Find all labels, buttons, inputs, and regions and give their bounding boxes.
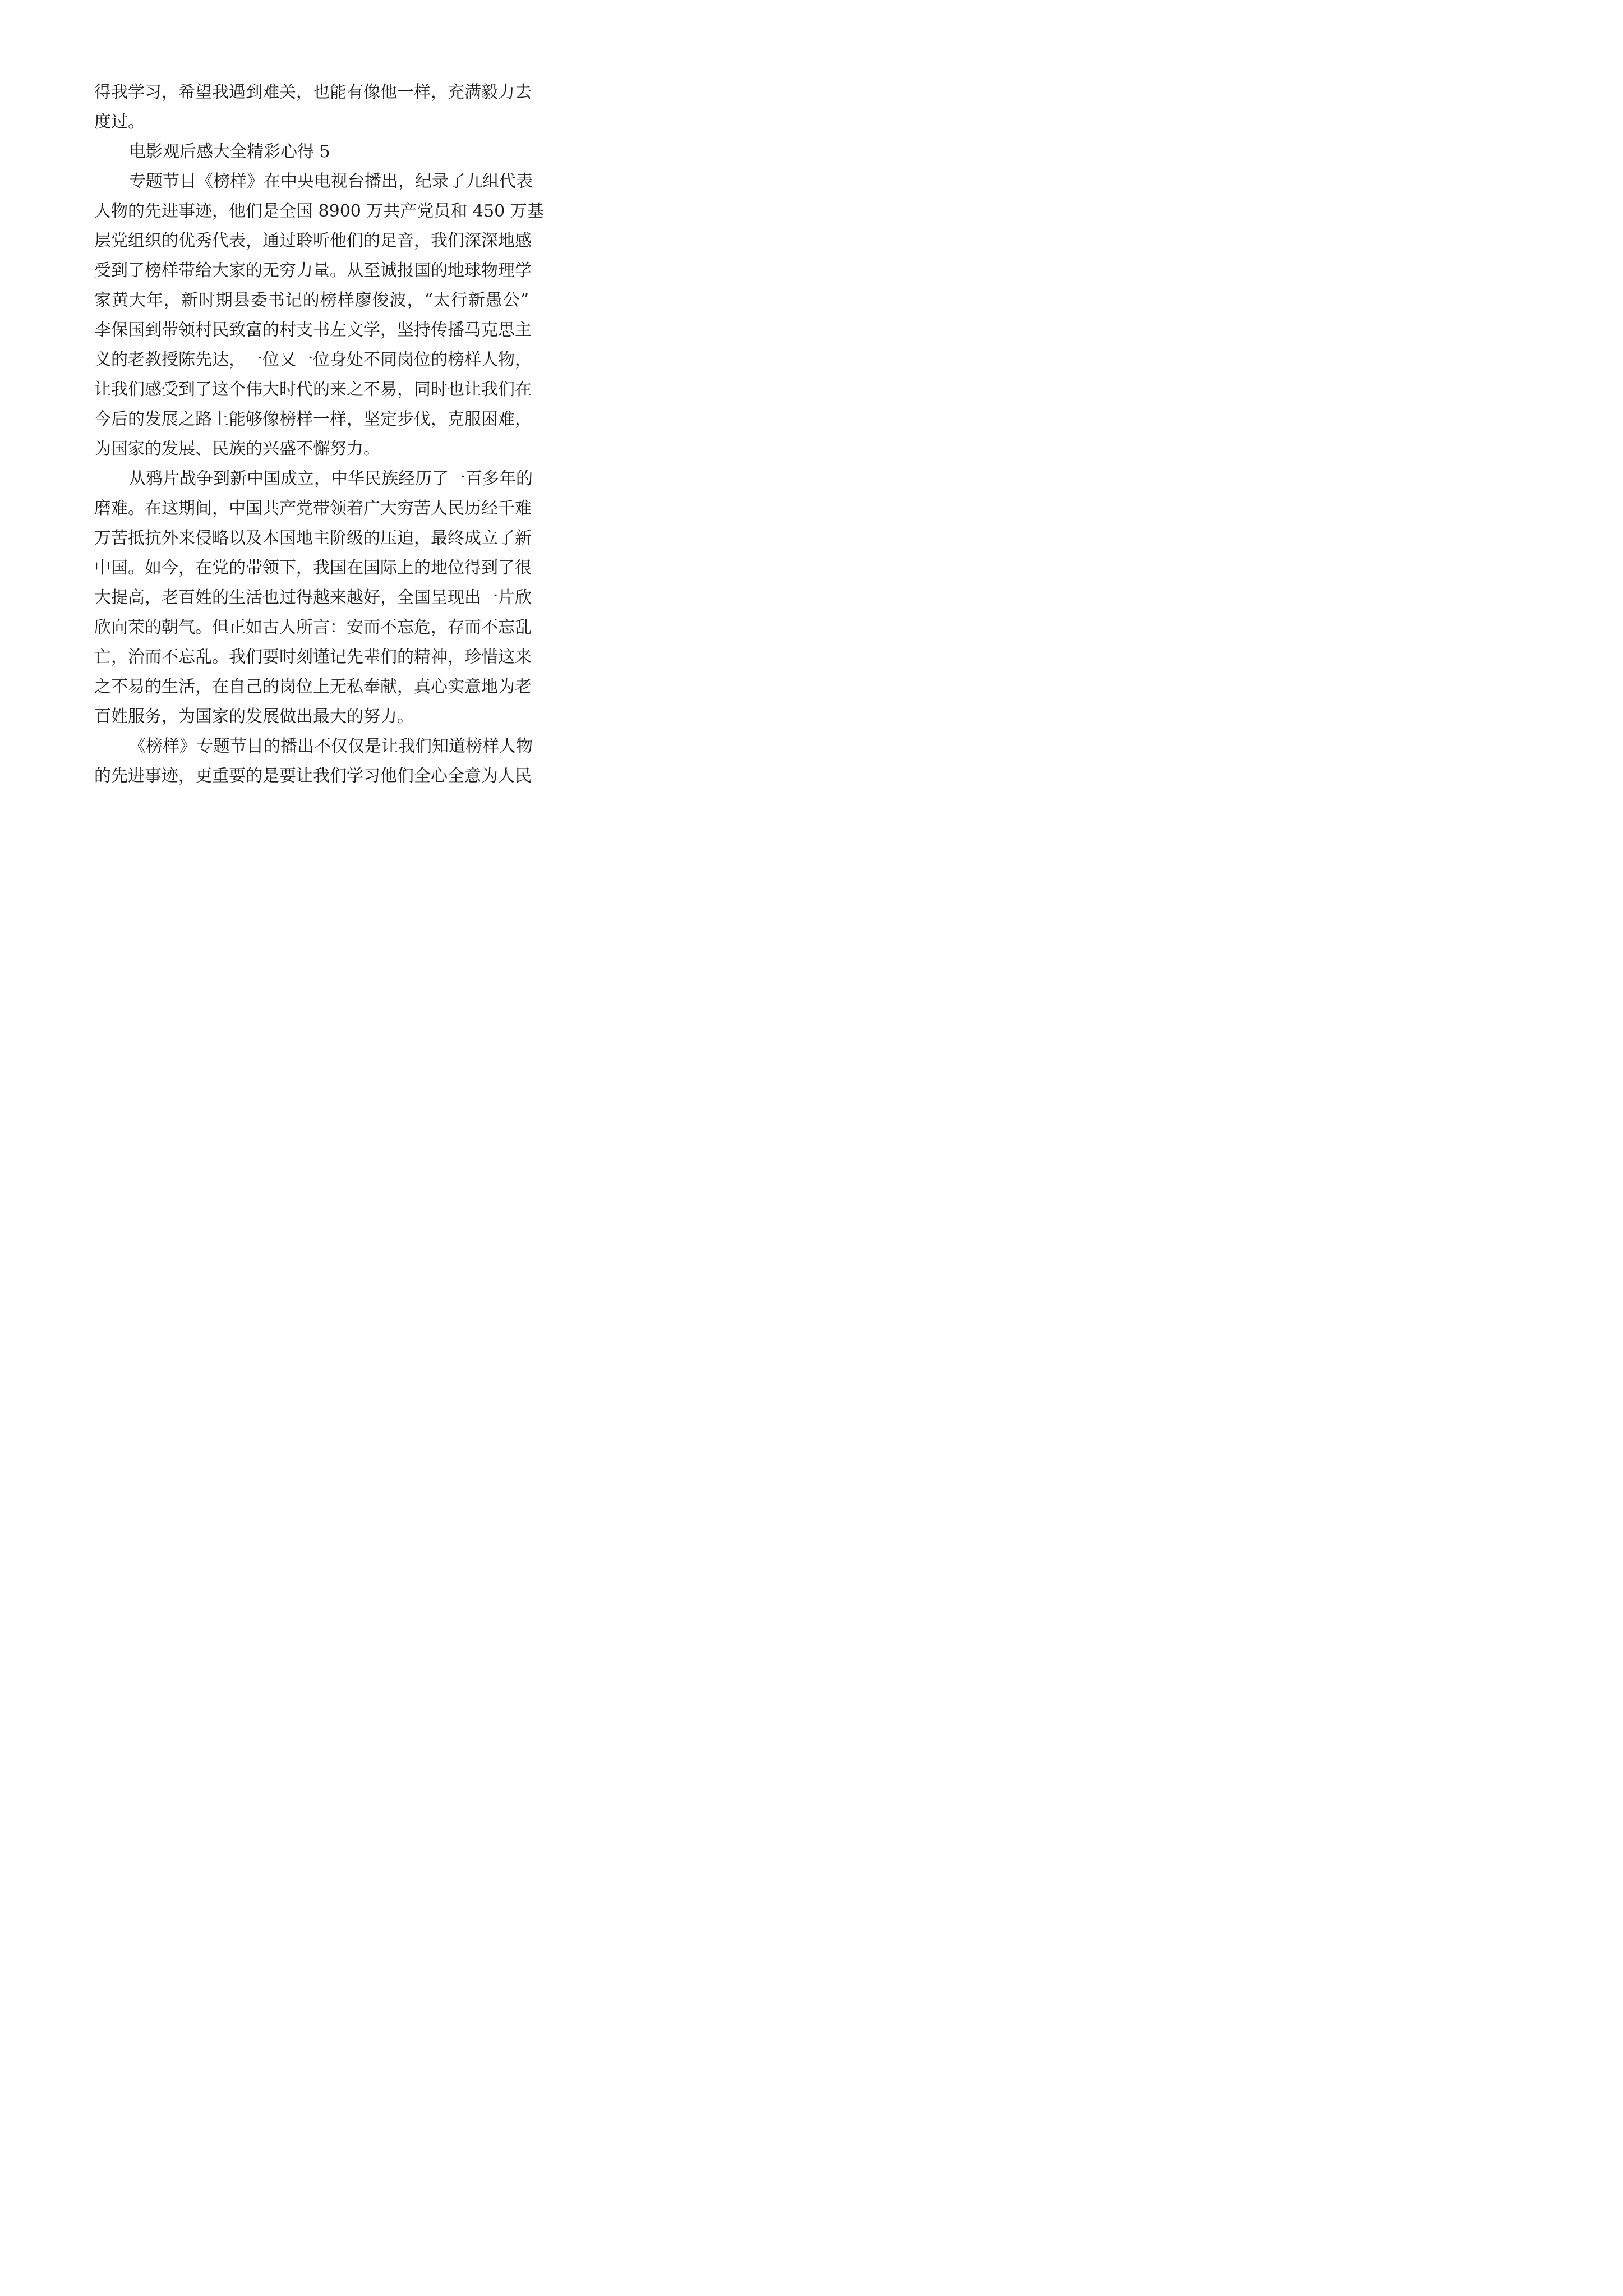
text-line: 受到了榜样带给大家的无穷力量。从至诚报国的地球物理学 [94,261,532,280]
text-line: 的先进事迹，更重要的是要让我们学习他们全心全意为人民 [94,766,532,786]
text-line: 磨难。在这期间，中国共产党带领着广大穷苦人民历经千难 [94,499,532,518]
text-line: 为国家的发展、民族的兴盛不懈努力。 [94,439,380,459]
text-line: 今后的发展之路上能够像榜样一样，坚定步伐，克服困难， [94,409,532,429]
text-line: 家黄大年，新时期县委书记的榜样廖俊波，“太行新愚公” [94,291,529,310]
text-line: 人物的先进事迹，他们是全国 8900 万共产党员和 450 万基 [94,201,544,221]
document-page [0,0,619,875]
text-line: 专题节目《榜样》在中央电视台播出，纪录了九组代表 [129,172,533,191]
section-heading: 电影观后感大全精彩心得 5 [129,142,330,162]
text-line: 度过。 [94,112,145,132]
text-line: 大提高，老百姓的生活也过得越来越好，全国呈现出一片欣 [94,588,532,608]
text-line: 百姓服务，为国家的发展做出最大的努力。 [94,707,414,726]
text-line: 《榜样》专题节目的播出不仅仅是让我们知道榜样人物 [129,737,533,756]
text-line: 中国。如今，在党的带领下，我国在国际上的地位得到了很 [94,558,532,578]
text-line: 层党组织的优秀代表，通过聆听他们的足音，我们深深地感 [94,231,532,251]
text-line: 得我学习，希望我遇到难关，也能有像他一样，充满毅力去 [94,82,532,102]
text-line: 亡，治而不忘乱。我们要时刻谨记先辈们的精神，珍惜这来 [94,647,532,667]
text-line: 万苦抵抗外来侵略以及本国地主阶级的压迫，最终成立了新 [94,528,532,548]
text-line: 让我们感受到了这个伟大时代的来之不易，同时也让我们在 [94,380,532,399]
text-line: 欣向荣的朝气。但正如古人所言：安而不忘危，存而不忘乱 [94,618,532,637]
text-line: 从鸦片战争到新中国成立，中华民族经历了一百多年的 [129,469,533,489]
text-line: 之不易的生活，在自己的岗位上无私奉献，真心实意地为老 [94,677,532,697]
text-line: 李保国到带领村民致富的村支书左文学，坚持传播马克思主 [94,320,532,340]
text-line: 义的老教授陈先达，一位又一位身处不同岗位的榜样人物， [94,350,532,370]
